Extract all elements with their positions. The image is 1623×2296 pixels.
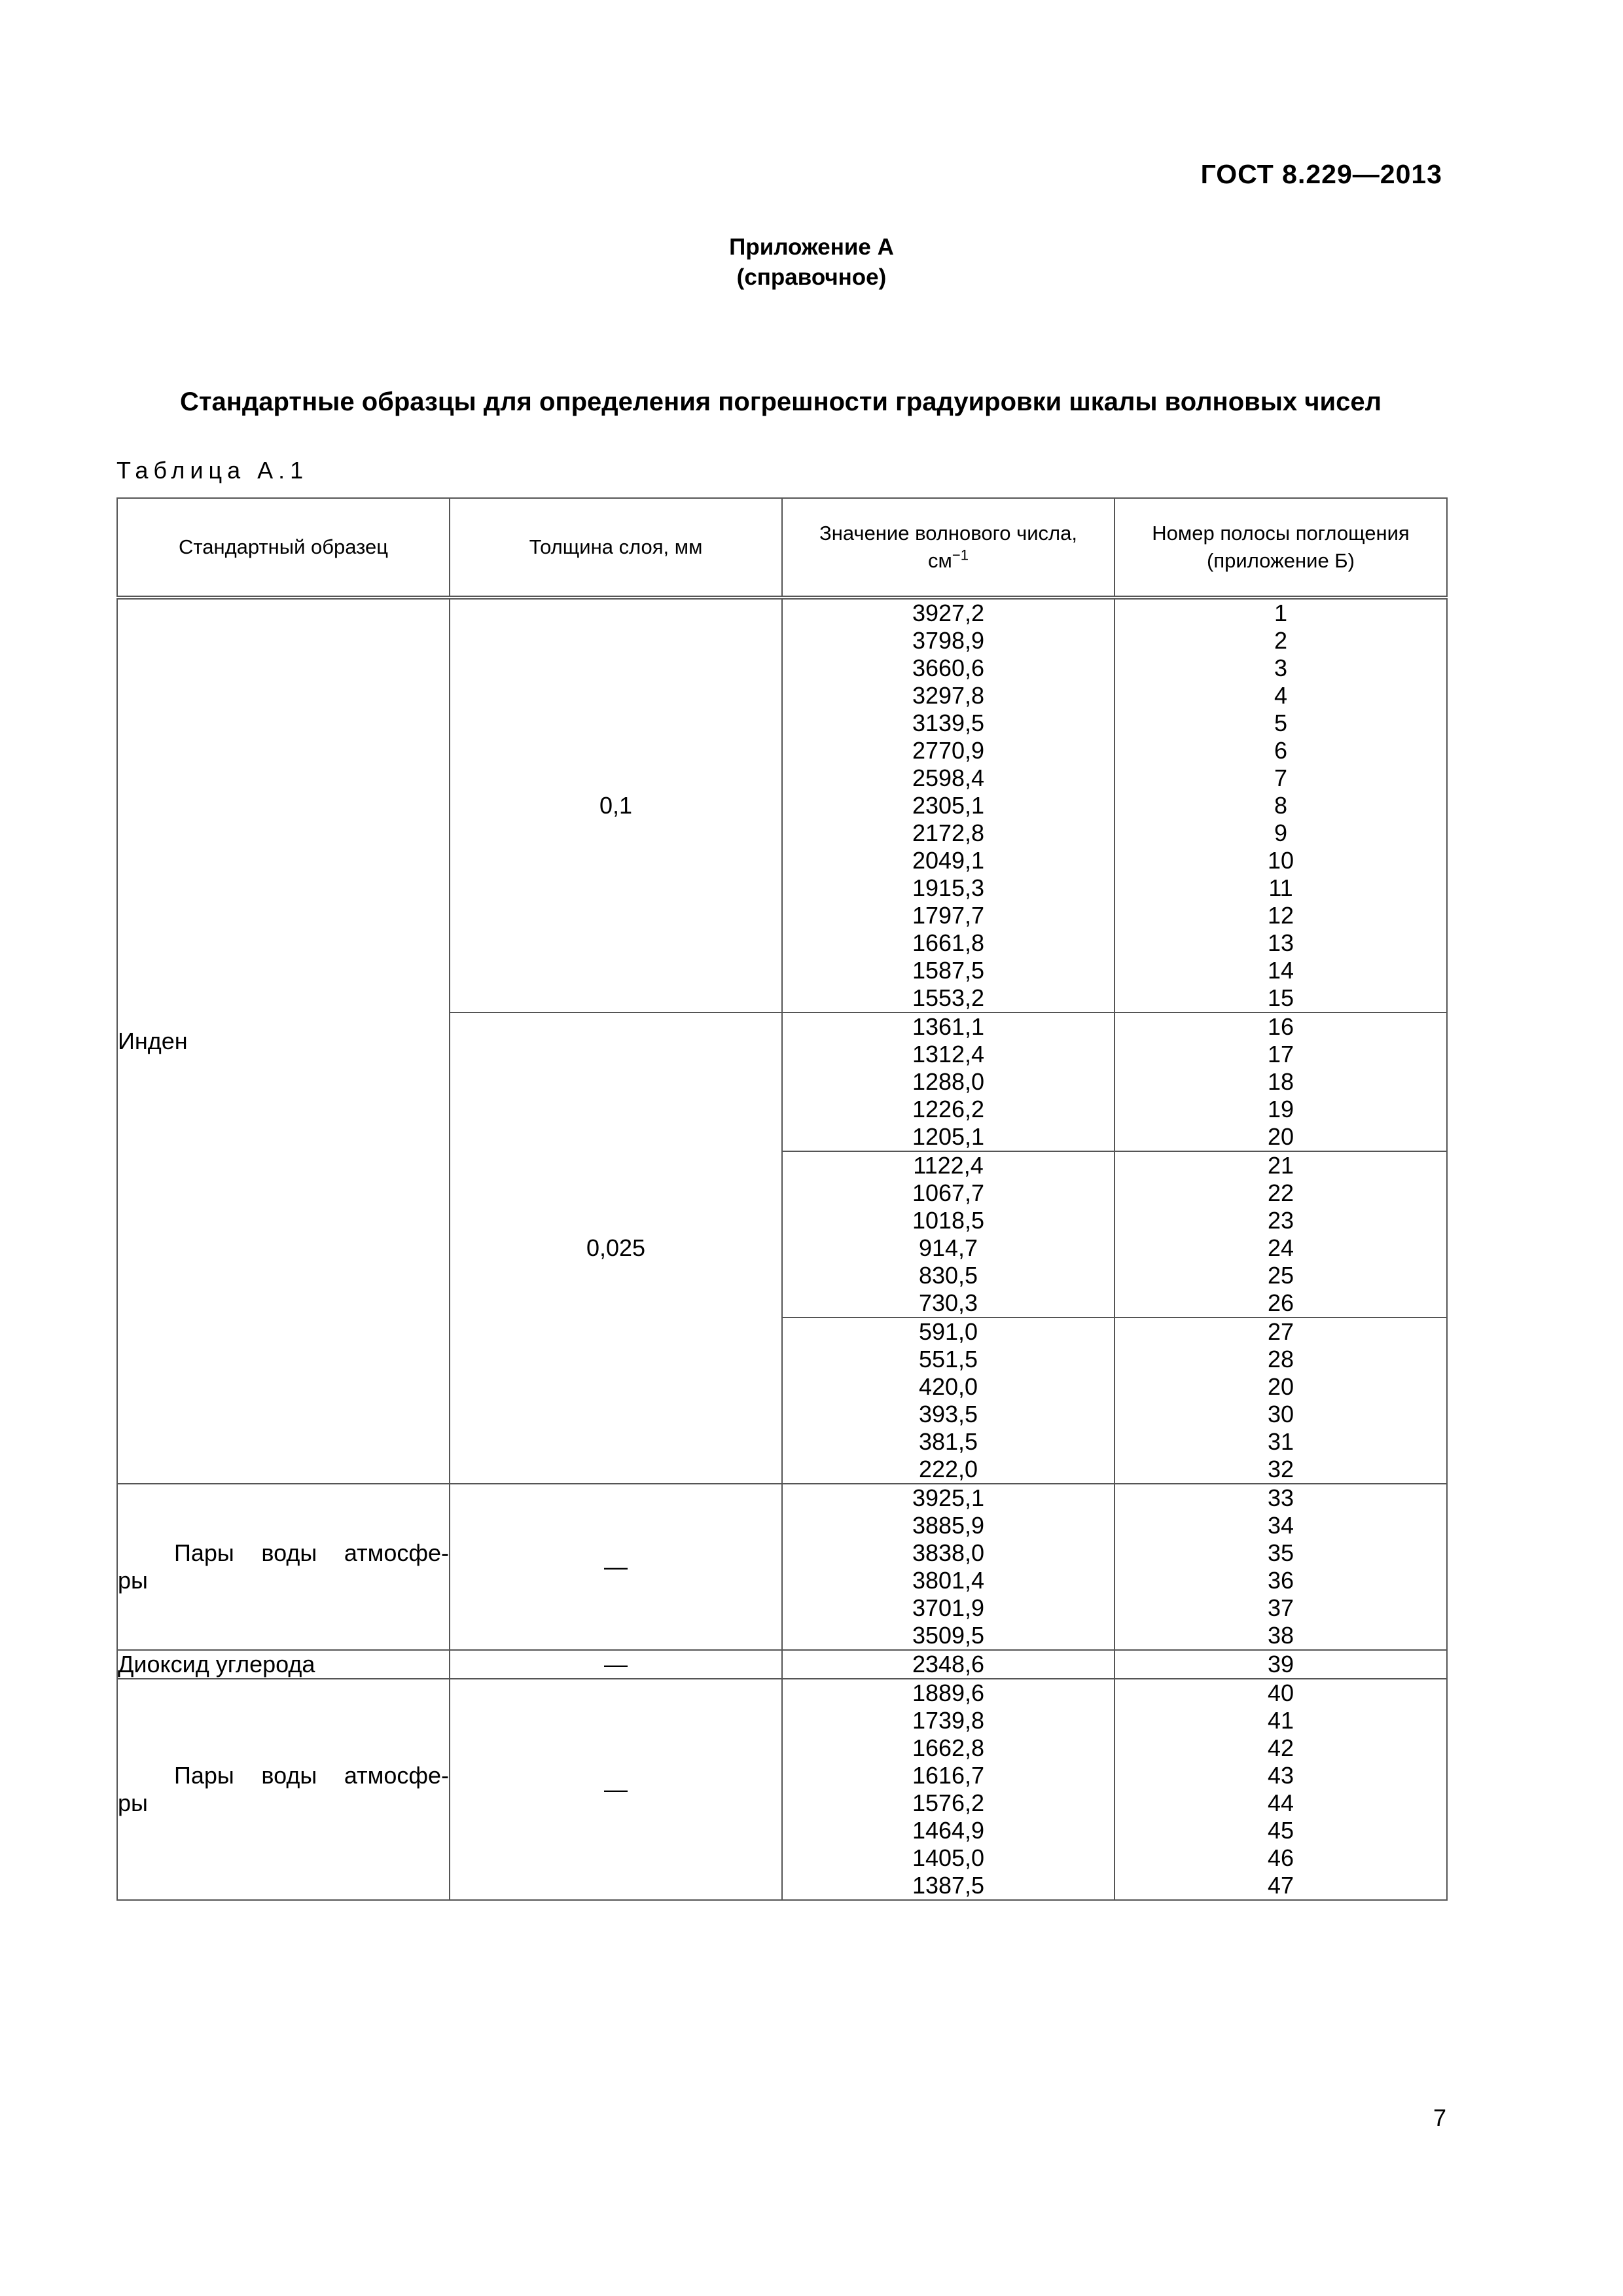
wavenumber-value: 1797,7 — [912, 902, 985, 929]
sample-line-2: ры — [118, 1567, 148, 1594]
band-number: 1 — [1274, 600, 1288, 626]
band-number: 2 — [1274, 627, 1288, 654]
wavenumber-value: 1661,8 — [912, 929, 985, 956]
band-number: 26 — [1267, 1289, 1294, 1316]
header-sample: Стандартный образец — [117, 498, 450, 598]
band-number: 31 — [1267, 1428, 1294, 1455]
band-number: 22 — [1267, 1179, 1294, 1206]
sample-cell: Диоксид углерода — [117, 1650, 450, 1679]
sample-line-1: Пары воды атмосфе- — [174, 1539, 449, 1566]
table-caption: Таблица А.1 — [116, 457, 309, 484]
band-number: 15 — [1267, 984, 1294, 1011]
band-number: 46 — [1267, 1844, 1294, 1871]
wavenumber-value: 3925,1 — [912, 1484, 985, 1511]
wavenumber-value: 3885,9 — [912, 1512, 985, 1539]
wavenumber-value: 1312,4 — [912, 1041, 985, 1067]
header-band: Номер полосы поглощения (приложение Б) — [1115, 498, 1447, 598]
wavenumber-list — [782, 598, 1115, 1013]
sample-cell: Инден — [117, 598, 450, 1484]
band-list — [1115, 1318, 1447, 1484]
wavenumber-value: 2172,8 — [912, 819, 985, 846]
sample-cell — [117, 1484, 450, 1650]
wavenumber-list — [782, 1484, 1115, 1650]
wavenumber-list — [782, 1151, 1115, 1318]
band-list — [1115, 1679, 1447, 1900]
wavenumber-value: 1616,7 — [912, 1762, 985, 1789]
wavenumber-value: 1361,1 — [912, 1013, 985, 1040]
wavenumber-value: 1122,4 — [913, 1152, 984, 1179]
wavenumber-value: 551,5 — [918, 1346, 978, 1372]
wavenumber-value: 393,5 — [918, 1401, 978, 1427]
wavenumber-value: 1889,6 — [912, 1679, 985, 1706]
wavenumber-value: 3509,5 — [912, 1622, 985, 1649]
header-wavenumber-unit: см — [928, 549, 952, 572]
wavenumber-value: 3297,8 — [912, 682, 985, 709]
band-number: 21 — [1267, 1152, 1294, 1179]
wavenumber-value: 1553,2 — [912, 984, 985, 1011]
band-number: 45 — [1267, 1817, 1294, 1844]
header-thickness: Толщина слоя, мм — [450, 498, 782, 598]
band-number: 16 — [1267, 1013, 1294, 1040]
band-number: 5 — [1274, 709, 1288, 736]
band-number: 32 — [1267, 1456, 1294, 1482]
band-number: 33 — [1267, 1484, 1294, 1511]
wavenumber-value: 222,0 — [918, 1456, 978, 1482]
band-number: 4 — [1274, 682, 1288, 709]
band-number: 38 — [1267, 1622, 1294, 1649]
wavenumber-value: 1739,8 — [912, 1707, 985, 1734]
wavenumber-value: 1405,0 — [912, 1844, 985, 1871]
band-number: 40 — [1267, 1679, 1294, 1706]
wavenumber-value: 2598,4 — [912, 764, 985, 791]
wavenumber-list — [782, 1650, 1115, 1679]
band-number: 14 — [1267, 957, 1294, 984]
table-row — [117, 1650, 1447, 1679]
header-wavenumber-exponent: −1 — [952, 547, 969, 564]
wavenumber-value: 2770,9 — [912, 737, 985, 764]
wavenumber-value: 381,5 — [918, 1428, 978, 1455]
wavenumber-value: 420,0 — [918, 1373, 978, 1400]
band-list — [1115, 1484, 1447, 1650]
table-header-row — [117, 498, 1447, 598]
band-number: 35 — [1267, 1539, 1294, 1566]
wavenumber-list — [782, 1318, 1115, 1484]
band-number: 20 — [1267, 1373, 1294, 1400]
wavenumber-value: 830,5 — [918, 1262, 978, 1289]
wavenumber-list — [782, 1679, 1115, 1900]
band-number: 27 — [1267, 1318, 1294, 1345]
header-wavenumber-label: Значение волнового числа, — [819, 522, 1077, 545]
band-list — [1115, 1650, 1447, 1679]
wavenumber-value: 3927,2 — [912, 600, 985, 626]
wavenumber-value: 2305,1 — [912, 792, 985, 819]
wavenumber-value: 2348,6 — [912, 1651, 985, 1677]
band-number: 28 — [1267, 1346, 1294, 1372]
wavenumber-value: 3701,9 — [912, 1594, 985, 1621]
band-number: 41 — [1267, 1707, 1294, 1734]
band-number: 10 — [1267, 847, 1294, 874]
appendix-heading — [0, 232, 1623, 293]
wavenumber-value: 914,7 — [918, 1234, 978, 1261]
band-number: 18 — [1267, 1068, 1294, 1095]
section-title: Стандартные образцы для определения погрешности градуировки шкалы волновых чисел — [180, 387, 1382, 416]
appendix-title: Приложение А — [729, 234, 894, 260]
band-number: 39 — [1267, 1651, 1294, 1677]
wavenumber-value: 1464,9 — [912, 1817, 985, 1844]
band-number: 24 — [1267, 1234, 1294, 1261]
wavenumber-value: 3660,6 — [912, 655, 985, 681]
band-number: 6 — [1274, 737, 1288, 764]
band-number: 23 — [1267, 1207, 1294, 1234]
band-number: 17 — [1267, 1041, 1294, 1067]
wavenumber-value: 1226,2 — [912, 1096, 985, 1122]
band-list — [1115, 1151, 1447, 1318]
band-list — [1115, 598, 1447, 1013]
table-row — [117, 1679, 1447, 1900]
page-number: 7 — [1433, 2104, 1446, 2131]
band-number: 43 — [1267, 1762, 1294, 1789]
sample-cell — [117, 1679, 450, 1900]
band-number: 20 — [1267, 1123, 1294, 1150]
band-number: 3 — [1274, 655, 1288, 681]
header-wavenumber — [782, 498, 1115, 598]
wavenumber-value: 3838,0 — [912, 1539, 985, 1566]
wavenumber-value: 1205,1 — [912, 1123, 985, 1150]
wavenumber-value: 1018,5 — [912, 1207, 985, 1234]
band-number: 36 — [1267, 1567, 1294, 1594]
document-code: ГОСТ 8.229—2013 — [1200, 159, 1442, 189]
wavenumber-value: 591,0 — [918, 1318, 978, 1345]
wavenumber-value: 2049,1 — [912, 847, 985, 874]
band-number: 7 — [1274, 764, 1288, 791]
band-number: 12 — [1267, 902, 1294, 929]
wavenumber-value: 3139,5 — [912, 709, 985, 736]
sample-line-2: ры — [118, 1789, 148, 1816]
appendix-subtitle: (справочное) — [736, 264, 887, 290]
table-row — [117, 1484, 1447, 1650]
wavenumber-value: 1576,2 — [912, 1789, 985, 1816]
thickness-cell: 0,025 — [450, 1013, 782, 1484]
band-number: 19 — [1267, 1096, 1294, 1122]
band-number: 11 — [1268, 874, 1293, 901]
band-number: 13 — [1267, 929, 1294, 956]
wavenumber-value: 1387,5 — [912, 1872, 985, 1899]
band-number: 9 — [1274, 819, 1288, 846]
wavenumber-value: 1662,8 — [912, 1734, 985, 1761]
band-number: 30 — [1267, 1401, 1294, 1427]
band-list — [1115, 1013, 1447, 1151]
wavenumber-value: 3798,9 — [912, 627, 985, 654]
band-number: 8 — [1274, 792, 1288, 819]
thickness-cell: — — [450, 1650, 782, 1679]
band-number: 34 — [1267, 1512, 1294, 1539]
band-number: 42 — [1267, 1734, 1294, 1761]
band-number: 37 — [1267, 1594, 1294, 1621]
table-row — [117, 598, 1447, 1013]
wavenumber-list — [782, 1013, 1115, 1151]
thickness-cell: 0,1 — [450, 598, 782, 1013]
wavenumber-value: 1288,0 — [912, 1068, 985, 1095]
band-number: 25 — [1267, 1262, 1294, 1289]
thickness-cell: — — [450, 1484, 782, 1650]
wavenumber-value: 1067,7 — [912, 1179, 985, 1206]
band-number: 47 — [1267, 1872, 1294, 1899]
wavenumber-value: 1915,3 — [912, 874, 985, 901]
thickness-cell: — — [450, 1679, 782, 1900]
sample-line-1: Пары воды атмосфе- — [174, 1762, 449, 1789]
wavenumber-value: 1587,5 — [912, 957, 985, 984]
wavenumber-value: 3801,4 — [912, 1567, 985, 1594]
wavenumber-table — [116, 497, 1448, 1901]
band-number: 44 — [1267, 1789, 1294, 1816]
wavenumber-value: 730,3 — [918, 1289, 978, 1316]
